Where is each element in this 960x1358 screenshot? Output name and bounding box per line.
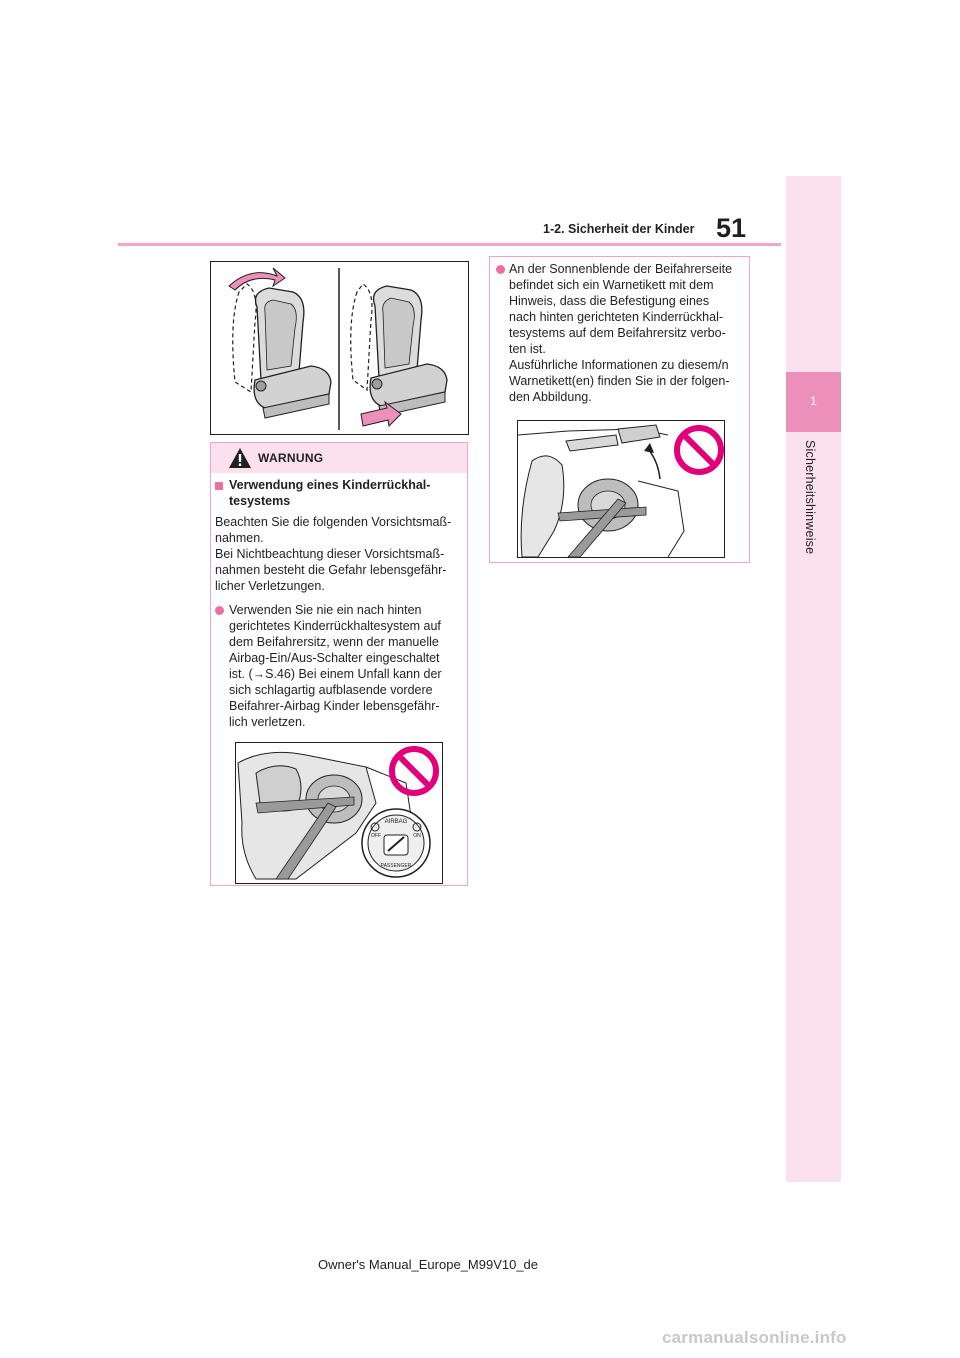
square-bullet [215,482,223,490]
passenger-label: PASSENGER [380,863,412,869]
info-text [509,261,745,405]
warning-point-line: sich schlagartig aufblasende vordere [229,683,433,697]
sun-visor-drawing [518,421,724,557]
warning-intro-line: nahmen besteht die Gefahr lebensgefähr- [215,563,447,577]
info-line: Ausführliche Informationen zu diesem/n [509,358,729,372]
info-line: Warnetikett(en) finden Sie in der folgen- [509,374,730,388]
warning-triangle-icon [228,447,252,469]
warning-point [229,602,465,730]
round-bullet [215,606,224,615]
seat-recline-illustration [210,261,469,435]
airbag-label: AIRBAG [384,819,408,825]
info-line: nach hinten gerichteten Kinderrückhal- [509,310,724,324]
warning-point-line: dem Beifahrersitz, wenn der manuelle [229,635,439,649]
warning-intro-line: nahmen. [215,531,264,545]
page-number: 51 [716,213,747,243]
warning-intro [215,514,463,594]
warning-point-line: lich verletzen. [229,715,306,729]
warning-subheading-line: tesystems [229,494,291,508]
warning-point-line: gerichtetes Kinderrückhaltesystem auf [229,619,441,633]
airbag-on-label: ON [413,833,421,839]
warning-point-line: Verwenden Sie nie ein nach hinten [229,603,422,617]
seat-recline-drawing [211,262,468,434]
info-line: den Abbildung. [509,390,592,404]
info-line: An der Sonnenblende der Beifahrerseite [509,262,733,276]
warning-subheading [229,477,461,509]
chapter-title: Sicherheitshinweise [803,440,817,555]
chapter-number: 1 [810,394,817,408]
airbag-off-label: OFF [371,833,381,839]
warning-point-line: Airbag-Ein/Aus-Schalter eingeschaltet [229,651,440,665]
info-line: befindet sich ein Warnetikett mit dem [509,278,714,292]
warning-subheading-line: Verwendung eines Kinderrückhal- [229,478,431,492]
info-line: ten ist. [509,342,546,356]
side-tab-band [786,176,841,1182]
section-title: 1-2. Sicherheit der Kinder [543,222,695,236]
warning-point-line: ist. (→S.46) Bei einem Unfall kann der [229,667,442,681]
warning-point-line: Beifahrer-Airbag Kinder lebensgefähr- [229,699,440,713]
airbag-switch-illustration [235,742,443,884]
header-rule [118,243,781,246]
round-bullet [496,265,505,274]
info-line: tesystems auf dem Beifahrersitz verbo- [509,326,726,340]
warning-intro-line: licher Verletzungen. [215,579,325,593]
sun-visor-illustration [517,420,725,558]
footer-text: Owner's Manual_Europe_M99V10_de [318,1257,539,1272]
watermark: carmanualsonline.info [662,1328,847,1347]
info-line: Hinweis, dass die Befestigung eines [509,294,710,308]
warning-intro-line: Bei Nichtbeachtung dieser Vorsichtsmaß- [215,547,445,561]
warning-title: WARNUNG [258,451,324,465]
warning-intro-line: Beachten Sie die folgenden Vorsichtsmaß- [215,515,452,529]
airbag-drawing [236,743,442,883]
